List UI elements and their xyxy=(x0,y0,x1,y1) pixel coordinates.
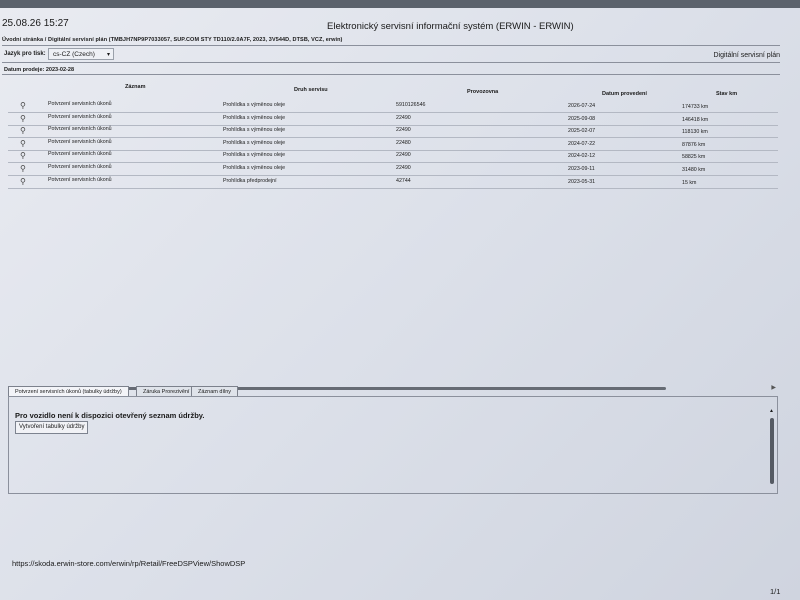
cell-date: 2026-07-24 xyxy=(568,103,596,109)
page-url: https://skoda.erwin-store.com/erwin/rp/Retail/FreeDSPView/ShowDSP xyxy=(12,559,246,568)
tab-corrosion-warranty[interactable]: Záruka Prorezivění xyxy=(136,386,196,396)
column-header-workshop[interactable]: Provozovna xyxy=(467,89,499,95)
cell-mileage: 174733 km xyxy=(682,104,709,110)
column-header-mileage[interactable]: Stav km xyxy=(716,91,738,97)
divider xyxy=(2,74,780,75)
cell-service-type: Prohlídka s výměnou oleje xyxy=(223,127,286,134)
page-title: Elektronický servisní informační systém (ERWIN - ERWIN) xyxy=(327,21,574,32)
tab-service-confirmations[interactable]: Potvrzení servisních úkonů (tabulky údržby) xyxy=(8,386,129,396)
cell-workshop: 22480 xyxy=(396,139,411,146)
cell-service-type: Prohlídka s výměnou oleje xyxy=(223,152,286,159)
cell-record: Potvrzení servisních úkonů xyxy=(48,164,112,170)
sale-date: Datum prodeje: 2023-02-28 xyxy=(4,67,74,73)
create-maintenance-table-button[interactable]: Vytvoření tabulky údržby xyxy=(15,421,88,434)
cell-mileage: 146418 km xyxy=(682,116,709,123)
cell-date: 2023-09-11 xyxy=(568,166,595,172)
printed-page xyxy=(0,8,800,600)
cell-service-type: Prohlídka s výměnou oleje xyxy=(223,102,286,108)
magnifier-icon[interactable]: ⚲ xyxy=(20,151,26,161)
page-number: 1/1 xyxy=(770,587,781,596)
cell-service-type: Prohlídka s výměnou oleje xyxy=(223,165,286,171)
magnifier-icon[interactable]: ⚲ xyxy=(20,176,26,186)
table-row[interactable] xyxy=(8,138,778,151)
cell-service-type: Prohlídka s výměnou oleje xyxy=(223,139,286,146)
column-header-record[interactable]: Záznam xyxy=(125,84,146,90)
chevron-right-icon[interactable]: ▶ xyxy=(771,385,776,391)
table-row[interactable] xyxy=(8,176,778,189)
cell-service-type: Prohlídka předprodejní xyxy=(223,177,277,184)
cell-record: Potvrzení servisních úkonů xyxy=(48,113,112,120)
table-row[interactable] xyxy=(8,113,778,126)
cell-workshop: 22490 xyxy=(396,165,411,171)
cell-mileage: 15 km xyxy=(682,179,697,186)
table-row[interactable] xyxy=(8,125,778,138)
chevron-up-icon[interactable]: ▲ xyxy=(769,408,774,414)
table-row[interactable] xyxy=(8,150,778,163)
cell-service-type: Prohlídka s výměnou oleje xyxy=(223,114,286,121)
breadcrumb[interactable]: Úvodní stránka / Digitální servisní plán (TMBJH7NP9P7033057, SUP.COM STY TD110/2.0A7F, 2023, 3V544D, DTSB, VCZ, erwin) xyxy=(2,37,343,43)
cell-workshop: 22490 xyxy=(396,152,411,159)
cell-mileage: 58825 km xyxy=(682,154,706,161)
magnifier-icon[interactable]: ⚲ xyxy=(20,113,26,123)
table-row[interactable] xyxy=(8,100,778,113)
print-date: 25.08.26 15:27 xyxy=(2,18,69,29)
magnifier-icon[interactable]: ⚲ xyxy=(20,138,26,148)
column-header-service-type[interactable]: Druh servisu xyxy=(294,87,328,93)
cell-record: Potvrzení servisních úkonů xyxy=(48,138,112,145)
chevron-down-icon: ▾ xyxy=(106,52,110,58)
divider xyxy=(2,62,780,63)
cell-record: Potvrzení servisních úkonů xyxy=(48,126,112,133)
language-select[interactable] xyxy=(48,48,114,60)
table-header xyxy=(8,80,778,100)
cell-mileage: 31480 km xyxy=(682,167,706,173)
cell-workshop: 22490 xyxy=(396,127,411,134)
cell-workshop: 22490 xyxy=(396,114,411,121)
column-header-date[interactable]: Datum provedení xyxy=(602,91,647,97)
cell-mileage: 87876 km xyxy=(682,141,706,148)
no-maintenance-notice: Pro vozidlo není k dispozici otevřený seznam údržby. xyxy=(15,411,205,420)
cell-date: 2023-05-31 xyxy=(568,178,596,185)
tab-workshop-records[interactable]: Záznam dílny xyxy=(191,386,238,396)
language-row xyxy=(4,48,780,62)
cell-workshop: 5910126546 xyxy=(396,102,426,108)
cell-date: 2025-09-08 xyxy=(568,115,596,122)
cell-record: Potvrzení servisních úkonů xyxy=(48,101,112,107)
cell-date: 2024-07-22 xyxy=(568,140,596,147)
cell-mileage: 118130 km xyxy=(682,129,708,136)
scrollbar-thumb[interactable] xyxy=(770,418,774,484)
cell-record: Potvrzení servisních úkonů xyxy=(48,176,112,183)
magnifier-icon[interactable]: ⚲ xyxy=(20,126,26,136)
vertical-scrollbar[interactable] xyxy=(769,408,775,490)
magnifier-icon[interactable]: ⚲ xyxy=(20,101,26,110)
divider xyxy=(2,45,780,46)
language-label: Jazyk pro tisk: xyxy=(4,51,46,57)
table-row[interactable] xyxy=(8,163,778,176)
language-selected-value: cs-CZ (Czech) xyxy=(53,51,95,58)
cell-date: 2024-02-12 xyxy=(568,153,596,160)
cell-record: Potvrzení servisních úkonů xyxy=(48,151,112,158)
plan-label: Digitální servisní plán xyxy=(713,52,780,59)
cell-workshop: 42744 xyxy=(396,177,411,184)
magnifier-icon[interactable]: ⚲ xyxy=(20,164,26,173)
cell-date: 2025-02-07 xyxy=(568,128,596,135)
